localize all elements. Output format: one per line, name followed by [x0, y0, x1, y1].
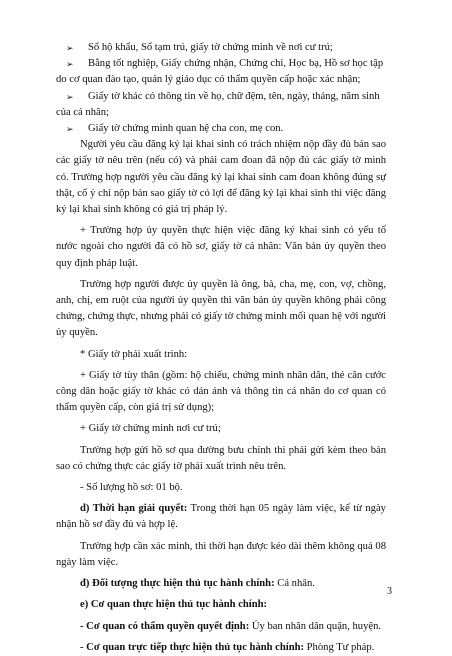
bullet-text: Giấy tờ khác có thông tin về họ, chữ đệm, tên, ngày, tháng, năm sinh của cá nhân; [56, 90, 380, 118]
section-d-text: Trong thời hạn 05 ngày làm việc, kể từ ngày nhận hồ sơ đầy đủ và hợp lệ. [56, 503, 386, 531]
section-e2-agency [56, 640, 386, 656]
arrow-bullet-icon: ➢ [66, 43, 74, 53]
bullet-item-4 [56, 121, 386, 137]
section-d-label: d) Thời hạn giải quyết: [80, 503, 188, 515]
arrow-bullet-icon: ➢ [66, 59, 74, 70]
section-e-label: e) Cơ quan thực hiện thủ tục hành chính: [80, 599, 268, 611]
bullet-item-3 [56, 89, 386, 121]
paragraph-relatives: Trường hợp người được ủy quyền là ông, bà, cha, mẹ, con, vợ, chồng, anh, chị, em ruột của người ủy quyền thì văn bản ủy quyền không phải công chứng, chứng thực, nhưng phải có giấy tờ chứng minh mối quan hệ với người ủy quyền. [56, 278, 386, 339]
paragraph-documents-heading: * Giấy tờ phải xuất trình: [80, 348, 188, 360]
paragraph-id-documents: + Giấy tờ tùy thân (gồm: hộ chiếu, chứng minh nhân dân, thẻ căn cước công dân hoặc giấy tờ khác có dán ảnh và thông tin cá nhân do cơ quan có thẩm quyền cấp, còn giá trị sử dụng); [56, 369, 386, 414]
bullet-item-1 [56, 40, 386, 56]
arrow-bullet-icon: ➢ [66, 124, 74, 135]
arrow-bullet-icon: ➢ [66, 91, 74, 102]
paragraph-postal: Trường hợp gửi hồ sơ qua đường bưu chính thì phải gửi kèm theo bản sao có chứng thực các giấy tờ phải xuất trình nêu trên. [56, 444, 386, 472]
section-e-heading [56, 597, 386, 613]
section-dd-label: đ) Đối tượng thực hiện thủ tục hành chính: [80, 578, 275, 590]
bullet-text: Sổ hộ khẩu, Sổ tạm trú, giấy tờ chứng minh về nơi cư trú; [88, 42, 333, 53]
section-dd-text: Cá nhân. [274, 578, 315, 590]
bullet-item-2 [56, 56, 386, 88]
page-number: 3 [387, 585, 392, 597]
paragraph-residence-proof: + Giấy tờ chứng minh nơi cư trú; [80, 423, 221, 435]
bullet-text: Giấy tờ chứng minh quan hệ cha con, mẹ con. [88, 123, 284, 135]
section-dd-subjects [56, 576, 386, 592]
section-e1-authority [56, 619, 386, 635]
section-e2-label: - Cơ quan trực tiếp thực hiện thủ tục hành chính: [80, 641, 305, 653]
bullet-text: Bằng tốt nghiệp, Giấy chứng nhận, Chứng chỉ, Học bạ, Hồ sơ học tập do cơ quan đào tạo, quản lý giáo dục có thẩm quyền cấp hoặc xác nhận; [56, 58, 384, 86]
paragraph-recommitment: Người yêu cầu đăng ký lại khai sinh có trách nhiệm nộp đầy đủ bản sao các giấy tờ nêu trên (nếu có) và phải cam đoan đã nộp đủ các giấy tờ mình có. Trường hợp người yêu cầu đăng ký lại khai sinh cam đoan không đúng sự thật, cố ý chỉ nộp bản sao giấy tờ có lợi để đăng ký lại khai sinh thì việc đăng ký lại khai sinh không có giá trị pháp lý. [56, 139, 386, 216]
section-e1-label: - Cơ quan có thẩm quyền quyết định: [80, 620, 250, 632]
section-d-processing-time [56, 501, 386, 533]
section-e1-text: Ủy ban nhân dân quận, huyện. [249, 620, 382, 632]
paragraph-extension: Trường hợp cần xác minh, thì thời hạn được kéo dài thêm không quá 08 ngày làm việc. [56, 540, 386, 568]
paragraph-authorization: + Trường hợp ủy quyền thực hiện việc đăng ký khai sinh có yếu tố nước ngoài cho người đã có hồ sơ, giấy tờ cá nhân: Văn bản ủy quyền theo quy định pháp luật. [56, 225, 386, 269]
paragraph-dossier-count: - Số lượng hồ sơ: 01 bộ. [80, 482, 183, 494]
section-e2-text: Phòng Tư pháp. [304, 641, 375, 653]
